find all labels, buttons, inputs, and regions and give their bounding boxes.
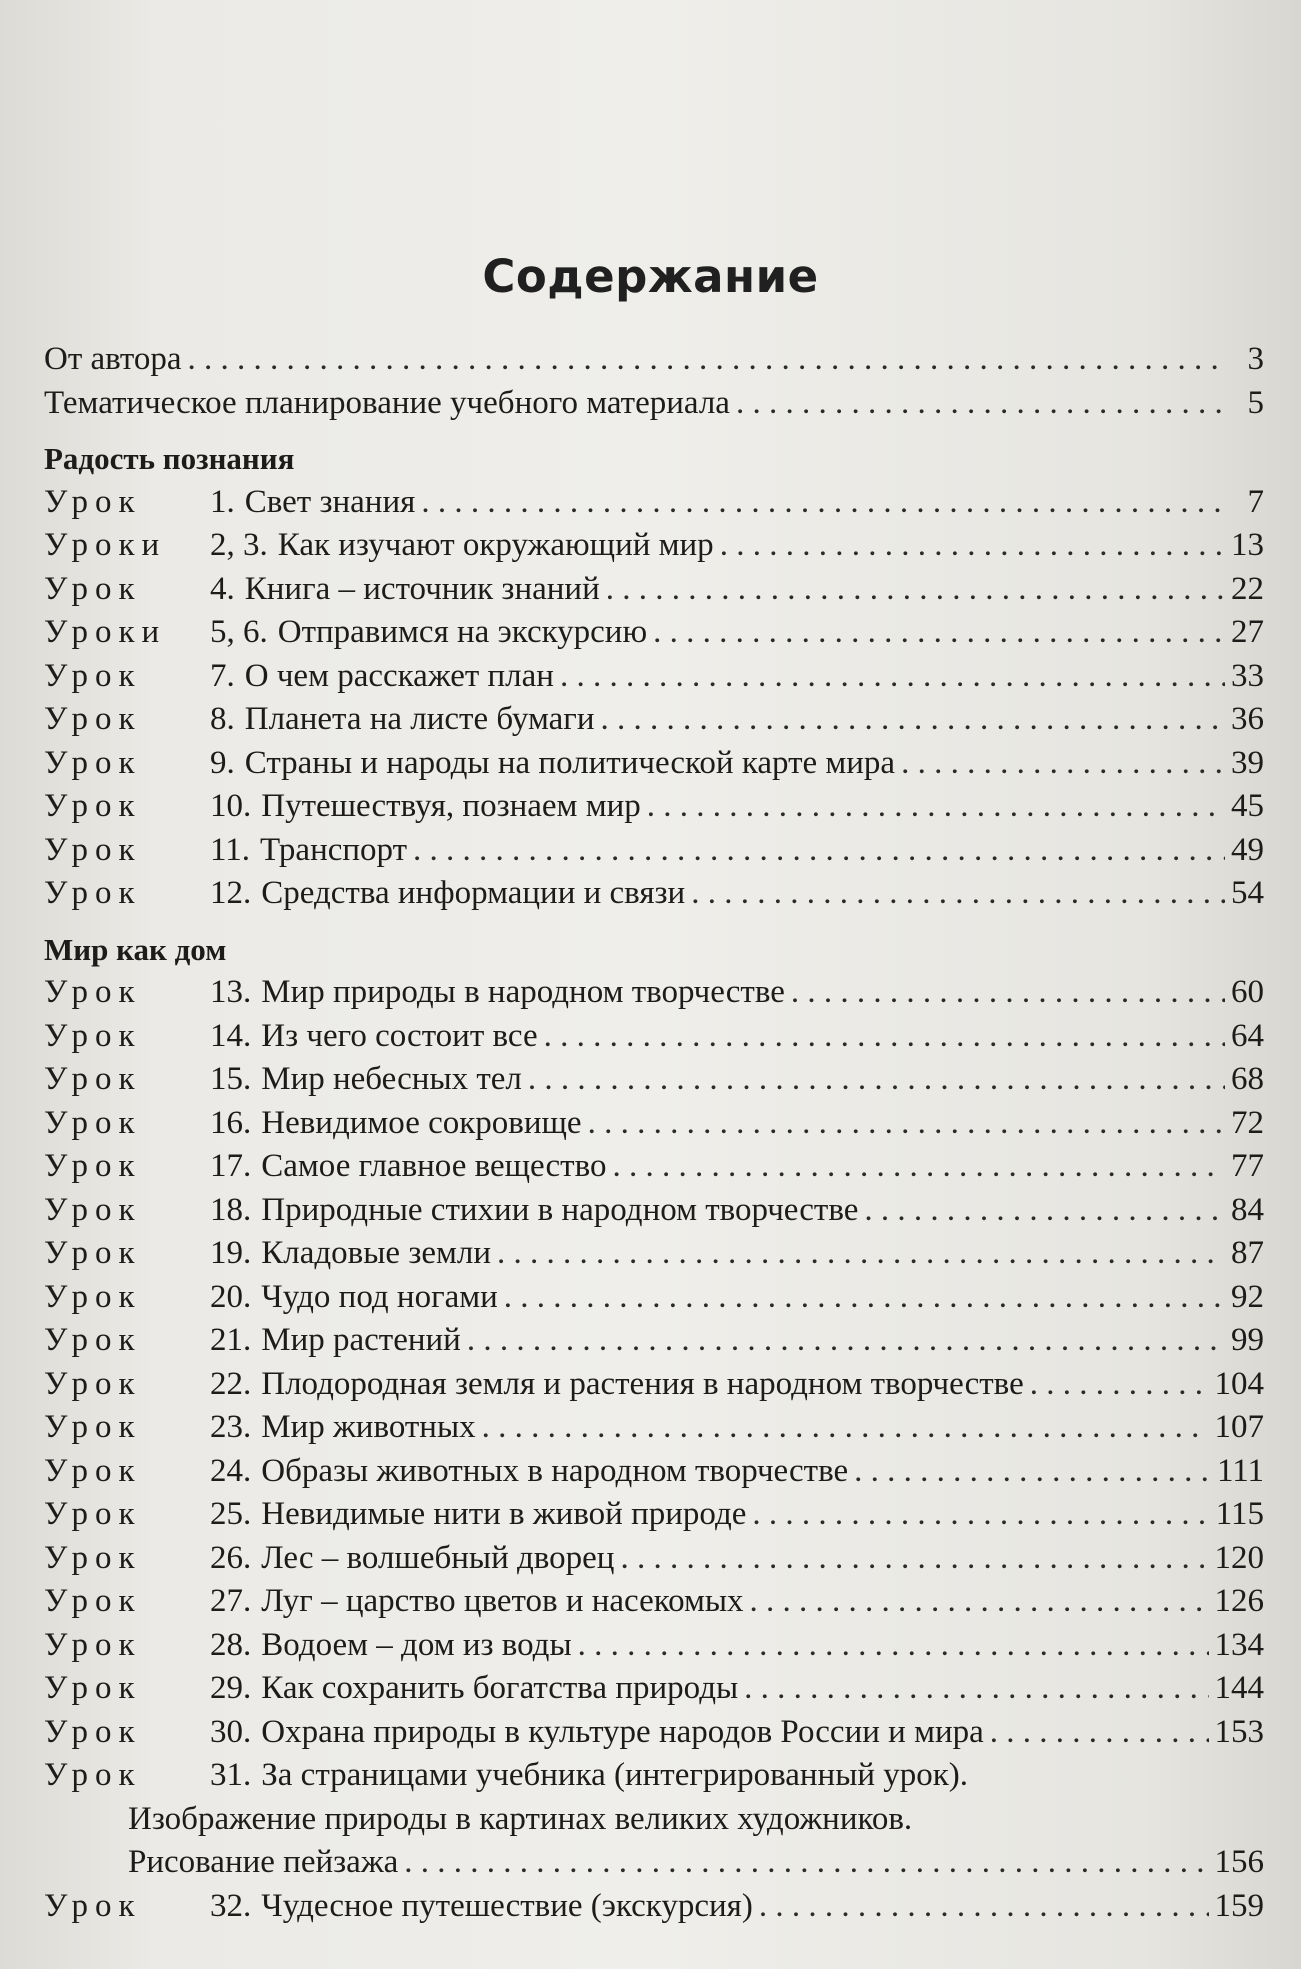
dot-leader [864,1189,1225,1233]
lesson-number: 10. [210,788,252,824]
lesson-title: Книга – источник знаний [244,570,600,607]
dot-leader [990,1711,1209,1755]
lesson-number: 5, 6. [210,614,268,650]
entry-label [44,1754,968,1798]
lesson-title: Лес – волшебный дворец [261,1539,615,1576]
lesson-number: 13. [210,974,252,1010]
dot-leader [188,338,1228,382]
lesson-keyword: Урок [44,1713,142,1750]
toc-entry [44,1493,1264,1537]
entry-label [44,698,594,742]
page-number: 7 [1247,483,1264,520]
toc-entry [44,742,1264,786]
entry-label [44,1711,984,1755]
page-number: 13 [1231,527,1264,563]
lesson-title: Свет знания [244,483,416,520]
lesson-number: 27. [210,1583,252,1619]
lesson-number: 4. [210,570,235,607]
entry-label [44,971,785,1015]
entry-label [44,1145,606,1189]
lesson-keyword: Урок [44,1191,142,1228]
entry-title: Тематическое планирование учебного материала [44,384,730,421]
lesson-title: Как изучают окружающий мир [277,527,714,563]
dot-leader [647,785,1225,829]
entry-label [44,1493,746,1537]
lesson-title: О чем расскажет план [244,657,554,694]
dot-leader [482,1406,1209,1450]
lesson-title: Мир небесных тел [261,1061,522,1097]
lesson-title: Невидимое сокровище [261,1104,582,1141]
lesson-number: 15. [210,1061,252,1097]
toc-entry [44,1276,1264,1320]
page-number: 72 [1231,1104,1264,1141]
dot-leader [600,698,1225,742]
entry-label [44,338,182,382]
entry-label [44,829,407,873]
dot-leader [606,568,1225,612]
lesson-keyword: Урок [44,1539,142,1576]
page-number: 92 [1231,1278,1264,1315]
lesson-number: 31. [210,1757,252,1793]
lesson-keyword: Урок [44,483,142,520]
lesson-keyword: Урок [44,1148,142,1184]
toc-entry [44,1189,1264,1233]
entry-label [44,1189,858,1233]
toc-entry [44,1102,1264,1146]
entry-label [44,742,895,786]
lesson-keyword: Урок [44,1322,142,1358]
page-number: 22 [1231,570,1264,607]
lesson-number: 25. [210,1496,252,1532]
lesson-title: За страницами учебника (интегрированный урок). [261,1757,969,1793]
dot-leader [744,1667,1208,1711]
toc-entry [44,524,1264,568]
toc-entry [44,1015,1264,1059]
toc-entry [44,568,1264,612]
lesson-keyword: Урок [44,1887,142,1924]
entry-label [44,1232,491,1276]
toc-entry [44,1232,1264,1276]
lesson-title: Как сохранить богатства природы [261,1670,739,1706]
lesson-number: 7. [210,657,235,694]
lesson-number: 21. [210,1322,252,1358]
lesson-title: Отправимся на экскурсию [277,614,648,650]
page-number: 68 [1231,1061,1264,1097]
page-number: 64 [1231,1017,1264,1054]
lesson-number: 17. [210,1148,252,1184]
toc-entry [44,481,1264,525]
lesson-number: 1. [210,483,235,520]
page-number: 45 [1231,788,1264,824]
lesson-keyword: Урок [44,1017,142,1054]
lesson-title: Охрана природы в культуре народов России и мира [261,1713,984,1750]
toc-entry [44,971,1264,1015]
entry-label [44,1624,572,1668]
page-number: 77 [1231,1148,1264,1184]
dot-leader [620,1537,1208,1581]
page-number: 107 [1214,1409,1264,1445]
toc-entry [44,655,1264,699]
lesson-title: Невидимые нити в живой природе [261,1496,747,1532]
table-of-contents [44,338,1264,1928]
entry-label [44,1450,848,1494]
lesson-keyword: Урок [44,1061,142,1097]
entry-label [44,1102,582,1146]
entry-label [44,1885,753,1929]
page-number: 49 [1231,831,1264,868]
lesson-title: Планета на листе бумаги [244,701,595,737]
lesson-title-continued: Изображение природы в картинах великих художников. [128,1800,913,1837]
lesson-title: Луг – царство цветов и насекомых [261,1583,744,1619]
lesson-keyword: Урок [44,1104,142,1141]
dot-leader [528,1058,1225,1102]
entry-label [44,1580,744,1624]
dot-leader [504,1276,1225,1320]
entry-label [128,1798,912,1842]
lesson-number: 20. [210,1278,252,1315]
lesson-title: Самое главное вещество [261,1148,607,1184]
lesson-keyword: Урок [44,831,142,868]
lesson-number: 23. [210,1409,252,1445]
entry-label [44,1015,538,1059]
entry-label [44,655,554,699]
page-number: 115 [1215,1496,1264,1532]
toc-entry [44,1537,1264,1581]
dot-leader [497,1232,1225,1276]
lesson-title: Образы животных в народном творчестве [261,1452,849,1489]
page-title: Содержание [482,250,819,303]
page-number: 159 [1214,1887,1264,1924]
entry-title: От автора [44,341,182,377]
page-number: 153 [1214,1713,1264,1750]
dot-leader [750,1580,1209,1624]
lesson-number: 29. [210,1670,252,1706]
toc-entry [44,785,1264,829]
dot-leader [791,971,1225,1015]
lesson-keyword: Урок [44,570,142,607]
page-number: 126 [1214,1583,1264,1619]
lesson-number: 8. [210,701,235,737]
toc-entry [44,1058,1264,1102]
lesson-number: 2, 3. [210,527,268,563]
entry-label [44,872,685,916]
lesson-title: Мир животных [261,1409,476,1445]
section-heading: Радость познания [44,441,295,476]
toc-entry [44,1363,1264,1407]
toc-entry [44,698,1264,742]
page-number: 134 [1214,1626,1264,1663]
lesson-title: Из чего состоит все [261,1017,538,1054]
lesson-keyword: Урок [44,1278,142,1315]
dot-leader [578,1624,1209,1668]
lesson-title: Мир природы в народном творчестве [261,974,785,1010]
page-number: 54 [1231,875,1264,911]
lesson-title: Транспорт [260,831,408,868]
lesson-number: 18. [210,1191,252,1228]
dot-leader [588,1102,1225,1146]
page-number: 104 [1214,1365,1264,1402]
lesson-number: 28. [210,1626,252,1663]
lesson-number: 9. [210,744,235,781]
entry-label [44,1537,614,1581]
lesson-keyword: Урок [44,744,142,781]
lesson-keyword: Урок [44,1496,142,1532]
toc-entry [44,1754,1264,1798]
lesson-keyword: Урок [44,875,142,911]
entry-label [44,785,641,829]
page-number: 27 [1231,614,1264,650]
page-number: 33 [1231,657,1264,694]
dot-leader [1030,1363,1209,1407]
lesson-keyword: Урок [44,1757,142,1793]
entry-label [44,524,714,568]
lesson-title: Средства информации и связи [261,875,686,911]
dot-leader [560,655,1225,699]
page-number: 156 [1214,1844,1264,1880]
toc-entry [44,1667,1264,1711]
toc-entry [44,872,1264,916]
page-number: 3 [1247,341,1264,377]
toc-entry [44,382,1264,426]
lesson-number: 22. [210,1365,252,1402]
section-heading: Мир как дом [44,931,227,967]
entry-label [44,568,600,612]
page-number: 5 [1247,384,1264,421]
lesson-title: Мир растений [261,1322,461,1358]
entry-label [128,1841,398,1885]
dot-leader [691,872,1225,916]
lesson-keyword: Урок [44,1409,142,1445]
dot-leader [854,1450,1211,1494]
lesson-keyword: Урок [44,788,142,824]
entry-label [44,382,730,426]
lesson-keyword: Урок [44,1365,142,1402]
lesson-title: Страны и народы на политической карте мира [244,744,896,781]
lesson-title: Чудесное путешествие (экскурсия) [261,1887,753,1924]
lesson-title: Природные стихии в народном творчестве [261,1191,859,1228]
page-number: 84 [1231,1191,1264,1228]
toc-entry [44,338,1264,382]
lesson-number: 12. [210,875,252,911]
lesson-title: Кладовые земли [261,1235,492,1271]
dot-leader [467,1319,1225,1363]
dot-leader [421,481,1228,525]
toc-entry [44,829,1264,873]
lesson-title: Путешествуя, познаем мир [261,788,641,824]
toc-entry [44,1624,1264,1668]
lesson-keyword: Урок [44,1626,142,1663]
page-number: 39 [1231,744,1264,781]
lesson-keyword: Урок [44,1670,142,1706]
dot-leader [759,1885,1209,1929]
dot-leader [901,742,1225,786]
dot-leader [752,1493,1209,1537]
entry-label [44,1058,522,1102]
lesson-title: Водоем – дом из воды [261,1626,572,1663]
lesson-keyword: Урок [44,1235,142,1271]
lesson-keyword: Урок [44,1583,142,1619]
lesson-number: 16. [210,1104,252,1141]
entry-label [44,1319,461,1363]
toc-entry [44,1145,1264,1189]
lesson-keyword: Урок [44,701,142,737]
page-number: 99 [1231,1322,1264,1358]
page-number: 36 [1231,701,1264,737]
dot-leader [736,382,1228,426]
toc-entry-continued [44,1841,1264,1885]
lesson-title: Чудо под ногами [261,1278,498,1315]
lesson-title-continued: Рисование пейзажа [128,1844,399,1880]
dot-leader [653,611,1225,655]
dot-leader [413,829,1225,873]
dot-leader [404,1841,1208,1885]
lesson-keyword: Урок [44,1452,142,1489]
entry-label [44,481,415,525]
dot-leader [720,524,1225,568]
toc-entry-continued [44,1798,1264,1842]
toc-entry [44,1580,1264,1624]
toc-entry [44,1406,1264,1450]
entry-label [44,611,647,655]
toc-entry [44,1885,1264,1929]
toc-entry [44,1450,1264,1494]
page-number: 60 [1231,974,1264,1010]
toc-entry [44,1319,1264,1363]
entry-label [44,1363,1024,1407]
toc-entry [44,1711,1264,1755]
lesson-keyword: Урок [44,657,142,694]
page-number: 144 [1214,1670,1264,1706]
lesson-number: 19. [210,1235,252,1271]
lesson-keyword: Уроки [44,527,167,563]
lesson-title: Плодородная земля и растения в народном творчестве [261,1365,1024,1402]
lesson-number: 30. [210,1713,252,1750]
entry-label [44,1406,476,1450]
entry-label [44,1667,738,1711]
page-number: 120 [1214,1539,1264,1576]
lesson-keyword: Уроки [44,614,167,650]
lesson-keyword: Урок [44,974,142,1010]
lesson-number: 26. [210,1539,252,1576]
dot-leader [612,1145,1225,1189]
toc-entry [44,611,1264,655]
lesson-number: 32. [210,1887,252,1924]
page-number: 87 [1231,1235,1264,1271]
entry-label [44,1276,498,1320]
dot-leader [544,1015,1225,1059]
page-number: 111 [1216,1452,1264,1489]
lesson-number: 11. [210,831,251,868]
lesson-number: 14. [210,1017,252,1054]
lesson-number: 24. [210,1452,252,1489]
